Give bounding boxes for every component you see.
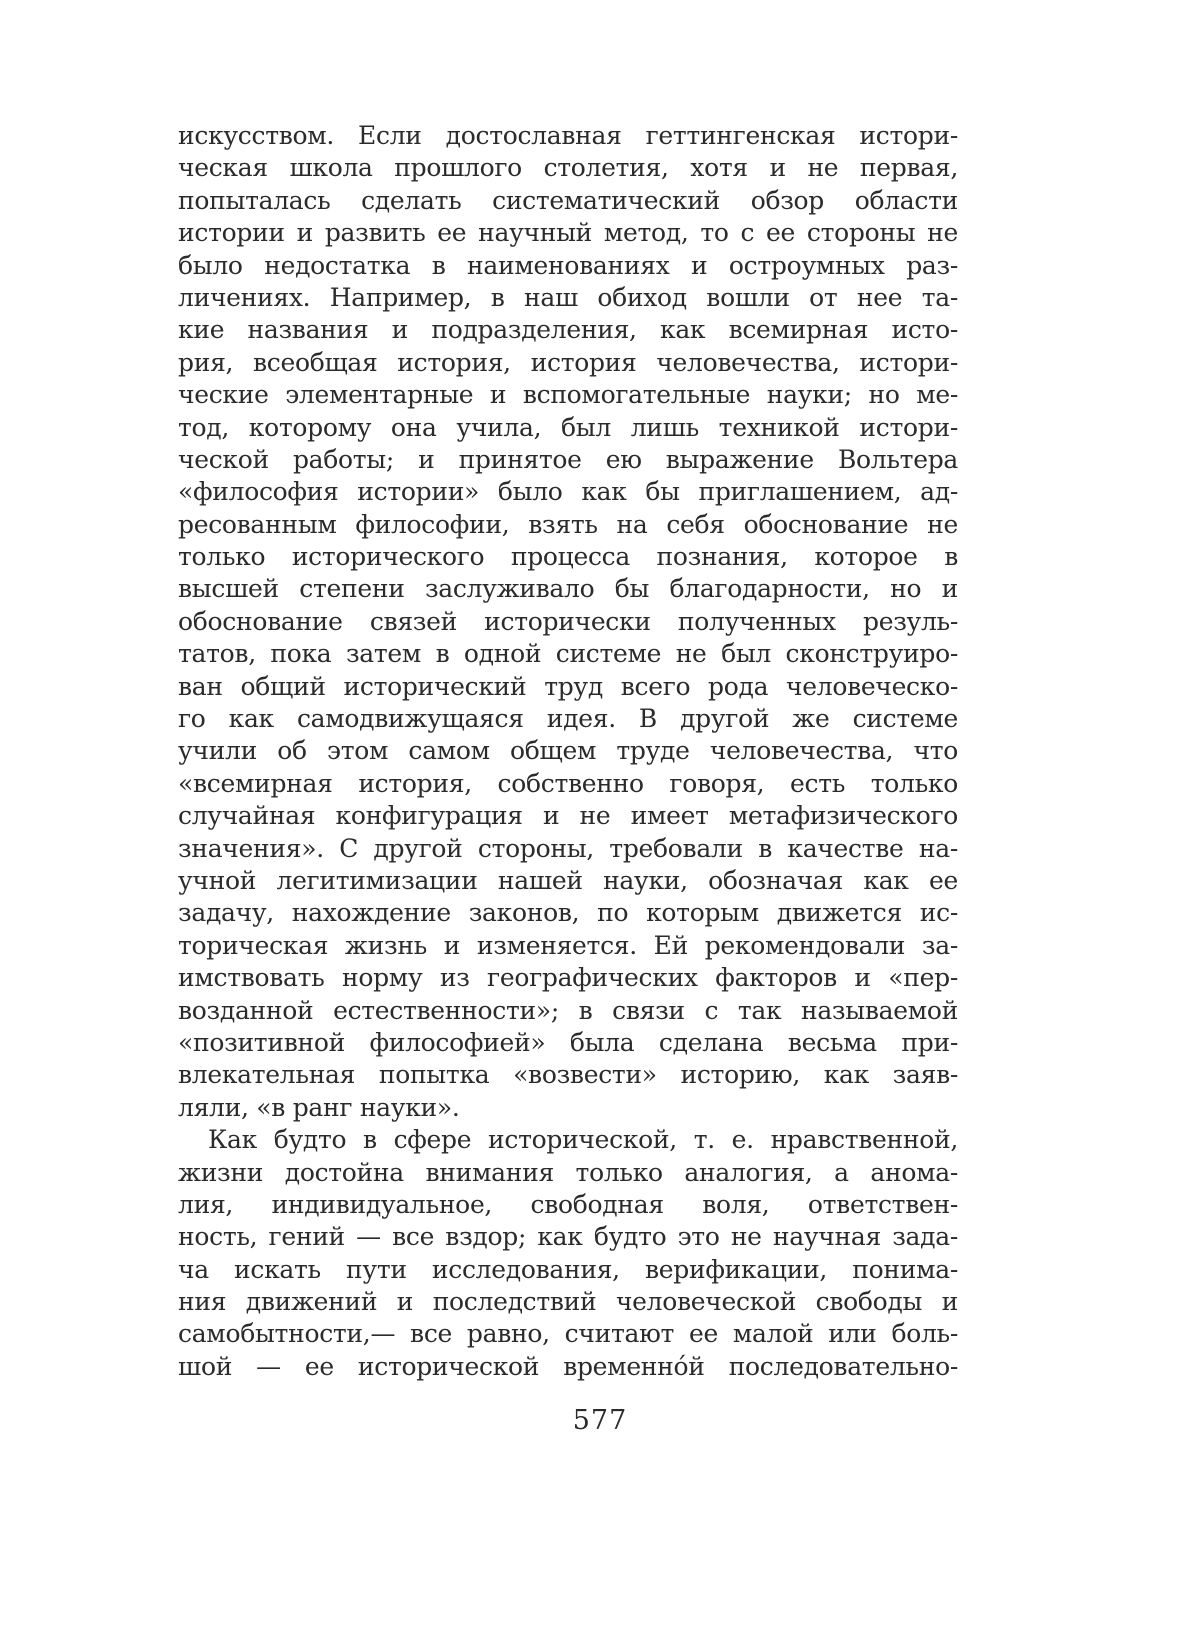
text-line: «позитивной философией» была сделана весьма при- [178, 1027, 958, 1057]
text-line: лия, индивидуальное, свободная воля, ответствен- [178, 1189, 958, 1219]
text-line: «всемирная история, собственно говоря, есть только [178, 768, 958, 798]
text-line: только исторического процесса познания, которое в [178, 542, 958, 572]
text-line: тод, которому она учила, был лишь техникой истори- [178, 412, 958, 442]
text-line: самобытности,— все равно, считают ее малой или боль- [178, 1319, 958, 1349]
text-line: жизни достойна внимания только аналогия, а анома- [178, 1157, 958, 1187]
text-line: рия, всеобщая история, история человечества, истори- [178, 347, 958, 377]
text-line: ресованным философии, взять на себя обоснование не [178, 509, 958, 539]
text-line: ча искать пути исследования, верификации, понима- [178, 1254, 958, 1284]
text-line: было недостатка в наименованиях и остроумных раз- [178, 250, 958, 280]
text-line: обоснование связей исторически полученных резуль- [178, 606, 958, 636]
text-line: ческая школа прошлого столетия, хотя и не первая, [178, 153, 958, 183]
text-line: татов, пока затем в одной системе не был сконструиро- [178, 639, 958, 669]
page-number: 577 [572, 1405, 628, 1436]
text-line: кие названия и подразделения, как всемирная исто- [178, 315, 958, 345]
text-line: «философия истории» было как бы приглашением, ад- [178, 477, 958, 507]
text-line: ность, гений — все вздор; как будто это не научная зада- [178, 1222, 958, 1252]
paragraph-1 [178, 120, 958, 1124]
text-line: торическая жизнь и изменяется. Ей рекомендовали за- [178, 930, 958, 960]
text-line: имствовать норму из географических факторов и «пер- [178, 963, 958, 993]
text-line: значения». С другой стороны, требовали в качестве на- [178, 833, 958, 863]
text-line: истории и развить ее научный метод, то с ее стороны не [178, 218, 958, 248]
text-line: влекательная попытка «возвести» историю, как заяв- [178, 1060, 958, 1090]
text-line: ческой работы; и принятое ею выражение Вольтера [178, 444, 958, 474]
text-line: учили об этом самом общем труде человечества, что [178, 736, 958, 766]
text-line: учной легитимизации нашей науки, обозначая как ее [178, 865, 958, 895]
text-line: возданной естественности»; в связи с так называемой [178, 995, 958, 1025]
text-line: искусством. Если достославная геттингенская истори- [178, 121, 958, 150]
paragraph-2 [178, 1124, 958, 1383]
text-line: случайная конфигурация и не имеет метафизического [178, 801, 958, 831]
text-line: шой — ее исторической временно́й последовательно- [178, 1351, 958, 1381]
page-text [178, 120, 958, 1383]
text-line: личениях. Например, в наш обиход вошли от нее та- [178, 282, 958, 312]
text-line: попыталась сделать систематический обзор области [178, 185, 958, 215]
text-line: ляли, «в ранг науки». [178, 1092, 460, 1122]
text-line: задачу, нахождение законов, по которым движется ис- [178, 898, 958, 928]
text-line: Как будто в сфере исторической, т. е. нравственной, [208, 1125, 958, 1155]
text-line: го как самодвижущаяся идея. В другой же системе [178, 704, 958, 734]
text-line: ван общий исторический труд всего рода человеческо- [178, 671, 958, 701]
text-line: высшей степени заслуживало бы благодарности, но и [178, 574, 958, 604]
text-line: ния движений и последствий человеческой свободы и [178, 1287, 958, 1317]
text-line: ческие элементарные и вспомогательные науки; но ме- [178, 380, 958, 410]
